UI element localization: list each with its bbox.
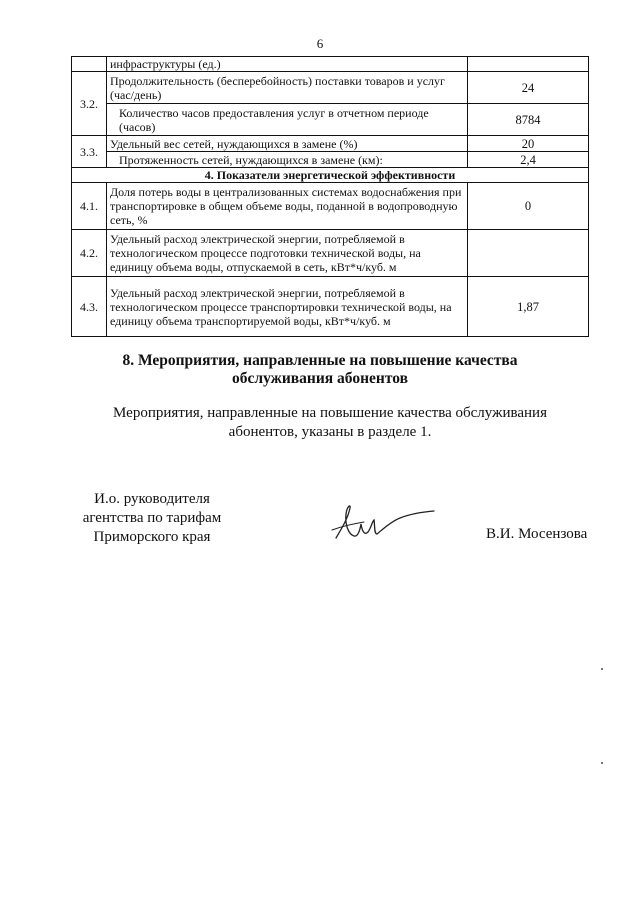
table-row	[72, 57, 589, 72]
section-8-heading	[0, 352, 640, 388]
row-number: 4.1.	[72, 183, 107, 230]
heading-line: обслуживания абонентов	[232, 370, 408, 387]
row-text: инфраструктуры (ед.)	[107, 57, 468, 72]
position-line: И.о. руководителя	[94, 491, 210, 507]
paragraph-line: Мероприятия, направленные на повышение качества обслуживания	[113, 405, 547, 421]
indicators-table	[71, 56, 589, 337]
row-number: 3.3.	[72, 136, 107, 168]
row-number: 4.3.	[72, 277, 107, 337]
row-value: 2,4	[468, 152, 589, 168]
scan-speck	[601, 668, 603, 670]
row-value: 24	[468, 72, 589, 104]
row-value	[468, 230, 589, 277]
handwritten-signature	[330, 500, 440, 545]
row-text: Протяженность сетей, нуждающихся в замене (км):	[107, 152, 468, 168]
scan-speck	[601, 762, 603, 764]
table-row	[72, 136, 589, 152]
paragraph-line: абонентов, указаны в разделе 1.	[228, 424, 432, 440]
table-row	[72, 183, 589, 230]
heading-line: 8. Мероприятия, направленные на повышение качества	[122, 352, 518, 369]
section-heading: 4. Показатели энергетической эффективности	[72, 168, 589, 183]
table-row	[72, 72, 589, 104]
table-row	[72, 230, 589, 277]
row-text: Удельный вес сетей, нуждающихся в замене (%)	[107, 136, 468, 152]
row-text: Удельный расход электрической энергии, потребляемой в технологическом процессе транспортировки технической воды, на единицу объема транспортируемой воды, кВт*ч/куб. м	[107, 277, 468, 337]
row-text: Удельный расход электрической энергии, потребляемой в технологическом процессе подготовки технической воды, на единицу объема воды, отпускаемой в сеть, кВт*ч/куб. м	[107, 230, 468, 277]
row-text: Продолжительность (бесперебойность) поставки товаров и услуг (час/день)	[107, 72, 468, 104]
table-row	[72, 277, 589, 337]
row-value: 1,87	[468, 277, 589, 337]
row-value: 20	[468, 136, 589, 152]
position-line: Приморского края	[93, 529, 211, 545]
page-number: 6	[316, 36, 324, 51]
table-row	[72, 104, 589, 136]
table-section-row	[72, 168, 589, 183]
row-text: Количество часов предоставления услуг в отчетном периоде (часов)	[107, 104, 468, 136]
position-line: агентства по тарифам	[82, 510, 222, 526]
signer-position	[62, 490, 242, 547]
table-row	[72, 152, 589, 168]
row-value: 0	[468, 183, 589, 230]
row-number	[72, 57, 107, 72]
row-number: 3.2.	[72, 72, 107, 136]
signer-name: В.И. Мосензова	[486, 526, 588, 542]
row-text: Доля потерь воды в централизованных системах водоснабжения при транспортировке в общем объеме воды, поданной в водопроводную сеть, %	[107, 183, 468, 230]
section-8-paragraph	[60, 404, 600, 442]
row-value	[468, 57, 589, 72]
row-value: 8784	[468, 104, 589, 136]
row-number: 4.2.	[72, 230, 107, 277]
